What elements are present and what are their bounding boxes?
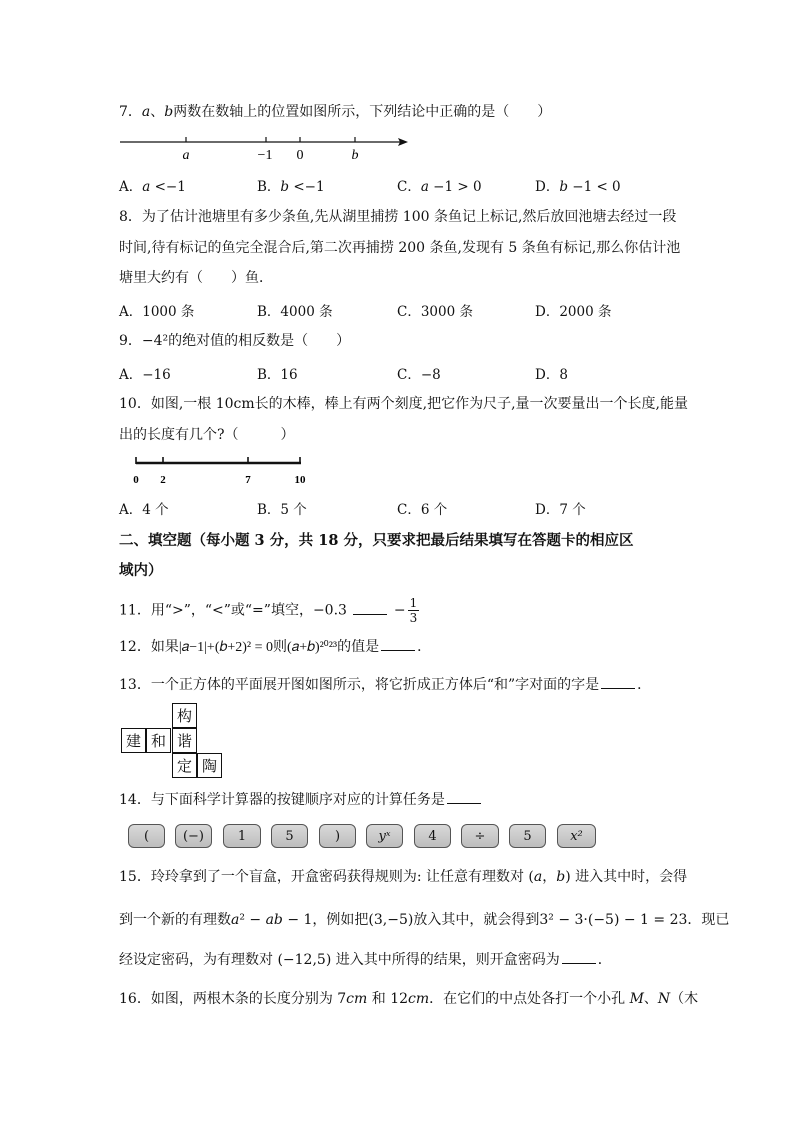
calc-key-close-paren: ) [319, 824, 356, 848]
axis-label-a: a [182, 148, 190, 163]
q16-line-1: 16．如图，两根木条的长度分别为 7𝑐𝑚 和 12𝑐𝑚．在它们的中点处各打一个小孔 𝑀、𝑁（木 [119, 991, 699, 1007]
q11-text: 11．用“>”，“<”或“=”填空，−0.3 [119, 602, 347, 619]
q8-option-b: B．4000 条 [257, 304, 333, 320]
q9-option-a: A．−16 [119, 367, 171, 383]
q12-end: ． [417, 639, 432, 655]
q7-option-a: A．𝑎 <−1 [119, 179, 186, 195]
q9-option-b: B．16 [257, 367, 298, 383]
q13-answer-blank[interactable] [601, 676, 635, 689]
q15-line-2: 到一个新的有理数𝑎² − 𝑎𝑏 − 1，例如把(3,−5)放入其中，就会得到3² − 3·(−5) − 1 = 23．现已 [119, 912, 730, 928]
net-cell-jian: 建 [121, 728, 146, 753]
q12 [119, 637, 431, 658]
calc-key-square: x² [557, 824, 596, 848]
q10-option-b: B．5 个 [257, 502, 307, 518]
calc-key-5: 5 [271, 824, 308, 848]
q11-fraction [408, 596, 420, 625]
q14-answer-blank[interactable] [447, 791, 481, 804]
ruler-label-10: 10 [294, 474, 306, 486]
net-cell-xie: 谐 [172, 728, 197, 753]
q14-text: 14．与下面科学计算器的按键顺序对应的计算任务是 [119, 792, 445, 808]
calc-key-5-second: 5 [509, 824, 546, 848]
ruler-label-0: 0 [133, 474, 139, 486]
q7-option-c: C．𝑎 −1 > 0 [397, 179, 482, 195]
calc-key-power: yˣ [366, 824, 403, 848]
q8-line-2: 时间,待有标记的鱼完全混合后,第二次再捕捞 200 条鱼,发现有 5 条鱼有标记,那么你估计池 [119, 240, 681, 256]
q14 [119, 790, 483, 810]
q11-minus: − [393, 602, 406, 619]
q9-option-d: D．8 [535, 367, 568, 383]
q7-stem: 7．𝑎、𝑏两数在数轴上的位置如图所示，下列结论中正确的是（ ） [119, 104, 552, 120]
q15-answer-blank[interactable] [562, 951, 596, 964]
axis-label-b: b [351, 148, 359, 163]
q10-option-a: A．4 个 [119, 502, 169, 518]
q10-line-2: 出的长度有几个?（ ） [119, 427, 295, 443]
q13-text: 13．一个正方体的平面展开图如图所示，将它折成正方体后“和”字对面的字是 [119, 677, 600, 693]
q15-end: ． [597, 952, 612, 968]
q11-numerator: 1 [409, 596, 418, 610]
axis-label-minus-one: −1 [257, 148, 273, 163]
calc-key-4: 4 [414, 824, 451, 848]
q7-option-b: B．𝑏 <−1 [257, 179, 325, 195]
q15-line-3: 经设定密码，为有理数对 (−12,5) 进入其中所得的结果，则开盒密码为 [119, 952, 560, 968]
q9-stem: 9．−4²的绝对值的相反数是（ ） [119, 333, 351, 349]
calc-key-1: 1 [223, 824, 261, 848]
q12-expression: |𝑎−1|+(𝑏+2)² = 0则(𝑎+𝑏)²⁰²³ [178, 640, 338, 655]
q10-option-d: D．7 个 [535, 502, 586, 518]
q11 [119, 596, 419, 625]
net-cell-he: 和 [146, 728, 171, 753]
calc-key-open-paren: ( [128, 824, 165, 848]
q10-line-1: 10．如图,一根 10cm长的木棒，棒上有两个刻度,把它作为尺子,量一次要量出一个长度,能量 [119, 396, 688, 412]
q12-text-a: 12．如果 [119, 639, 179, 655]
number-line-figure [118, 130, 413, 164]
q11-denominator: 3 [409, 611, 418, 625]
q8-line-3: 塘里大约有（ ）鱼． [119, 270, 273, 286]
ruler-label-2: 2 [160, 474, 166, 486]
q8-line-1: 8．为了估计池塘里有多少条鱼,先从湖里捕捞 100 条鱼记上标记,然后放回池塘去经过一段 [119, 209, 677, 225]
net-cell-ding: 定 [172, 753, 197, 778]
net-cell-tao: 陶 [197, 753, 222, 778]
q15-line-3-wrap [119, 950, 612, 970]
calc-key-divide: ÷ [461, 824, 499, 848]
calc-key-negative: (−) [175, 824, 212, 848]
axis-label-zero: 0 [296, 148, 304, 163]
q13-end: ． [637, 677, 652, 693]
q8-option-d: D．2000 条 [535, 304, 612, 320]
q9-option-c: C．−8 [397, 367, 441, 383]
section-heading-line-1: 二、填空题（每小题 3 分，共 18 分，只要求把最后结果填写在答题卡的相应区 [119, 532, 634, 549]
q8-option-a: A．1000 条 [119, 304, 195, 320]
section-heading-line-2: 域内） [119, 562, 163, 579]
q12-text-b: 的值是 [337, 639, 380, 655]
net-cell-gou: 构 [172, 703, 197, 728]
ruler-label-7: 7 [245, 474, 251, 486]
q8-option-c: C．3000 条 [397, 304, 473, 320]
ruler-figure [126, 452, 316, 488]
q12-answer-blank[interactable] [381, 638, 415, 651]
q11-answer-blank[interactable] [353, 602, 387, 615]
q10-option-c: C．6 个 [397, 502, 448, 518]
q7-option-d: D．𝑏 −1 < 0 [535, 179, 621, 195]
q15-line-1: 15．玲玲拿到了一个盲盒，开盒密码获得规则为: 让任意有理数对 (𝑎，𝑏) 进入其中时，会得 [119, 869, 688, 885]
q13 [119, 675, 651, 695]
